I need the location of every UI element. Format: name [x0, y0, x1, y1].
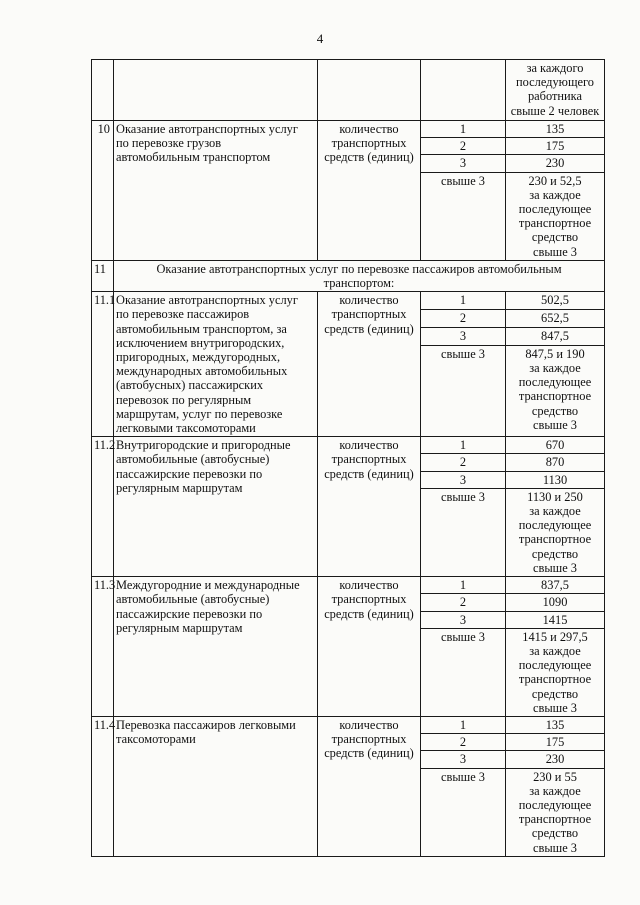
coefficient-cell: [506, 292, 605, 310]
indicator-value-cell: 1: [421, 292, 506, 310]
indicator-value-cell: 1: [421, 577, 506, 594]
coefficient-line: 847,5 и 190: [525, 346, 585, 361]
coefficient-cell: [506, 611, 605, 628]
coefficient-line: транспортное: [518, 812, 592, 827]
indicator-value-cell: 2: [421, 734, 506, 751]
coefficient-cell: [506, 471, 605, 488]
section-number-cell: 11: [92, 260, 114, 291]
coefficient-cell: [506, 734, 605, 751]
service-name-line: исключением внутригородских,: [116, 335, 285, 350]
continuation-name-cell: [114, 60, 318, 121]
indicator-line: количество: [339, 438, 399, 453]
indicator-cell: [318, 292, 421, 437]
table-row: [92, 577, 605, 594]
indicator-line: транспортных: [331, 136, 407, 151]
coefficient-line: последующего: [516, 75, 594, 90]
coefficient-line: 870: [545, 455, 565, 470]
coefficient-line: транспортное: [518, 672, 592, 687]
indicator-line: средств (единиц): [324, 150, 414, 165]
coefficient-line: 837,5: [541, 578, 569, 593]
coefficient-line: 502,5: [541, 293, 569, 308]
indicator-value-cell: 3: [421, 611, 506, 628]
section-title-line: Оказание автотранспортных услуг по перевозке пассажиров автомобильным: [156, 261, 562, 276]
indicator-line: транспортных: [331, 592, 407, 607]
indicator-value-cell: 3: [421, 327, 506, 345]
coefficient-cell: [506, 172, 605, 260]
coefficient-line: свыше 2 человек: [510, 103, 600, 118]
service-name-line: по перевозке пассажиров: [116, 307, 250, 322]
indicator-cell: [318, 716, 421, 856]
indicator-line: количество: [339, 293, 399, 308]
coefficient-line: 230: [545, 752, 565, 767]
indicator-cell: [318, 121, 421, 261]
section-title-line: транспортом:: [323, 276, 395, 291]
service-name-line: международных автомобильных: [116, 364, 288, 379]
indicator-value-cell: 2: [421, 138, 506, 155]
coefficient-line: за каждое: [529, 643, 581, 658]
coefficient-line: 1090: [542, 595, 568, 610]
coefficient-line: 670: [545, 438, 565, 453]
coefficient-cell: [506, 488, 605, 576]
service-name-line: автомобильным транспортом, за: [116, 321, 287, 336]
coefficient-line: 175: [545, 735, 565, 750]
coefficient-cell: [506, 121, 605, 138]
coefficient-line: последующее: [518, 518, 592, 533]
coefficient-line: средство: [531, 403, 579, 418]
indicator-value-cell: свыше 3: [421, 628, 506, 716]
coefficient-line: последующее: [518, 375, 592, 390]
coefficient-line: 135: [545, 122, 565, 136]
indicator-line: средств (единиц): [324, 466, 414, 481]
service-name-cell: [114, 292, 318, 437]
coefficient-line: 1130 и 250: [527, 489, 583, 504]
coefficient-line: свыше 3: [532, 700, 577, 715]
service-name-line: Оказание автотранспортных услуг: [116, 293, 298, 308]
coefficient-line: 652,5: [541, 311, 569, 326]
service-name-line: пассажирские перевозки по: [116, 606, 263, 621]
row-number-cell: 11.4: [92, 716, 114, 856]
table-row: [92, 121, 605, 138]
coefficient-line: свыше 3: [532, 417, 577, 432]
service-name-line: Междугородние и международные: [116, 578, 300, 593]
coefficient-line: последующее: [518, 658, 592, 673]
indicator-line: количество: [339, 717, 399, 732]
coefficient-line: свыше 3: [532, 244, 577, 259]
coefficient-cell: [506, 594, 605, 611]
coefficient-cell: [506, 138, 605, 155]
coefficient-cell: [506, 454, 605, 471]
service-name-cell: [114, 716, 318, 856]
indicator-value-cell: 3: [421, 155, 506, 172]
coefficient-cell: [506, 345, 605, 437]
service-name-line: легковыми таксомоторами: [116, 421, 256, 436]
coefficient-line: 1130: [542, 472, 568, 487]
continuation-indicator-cell: [318, 60, 421, 121]
indicator-value-cell: свыше 3: [421, 172, 506, 260]
page-number: 4: [316, 31, 324, 46]
continuation-row: [92, 60, 605, 121]
service-name-line: Оказание автотранспортных услуг: [116, 122, 298, 136]
indicator-value-cell: 3: [421, 751, 506, 768]
row-number-cell: 11.2: [92, 437, 114, 577]
indicator-value-cell: 1: [421, 716, 506, 733]
service-name-line: Перевозка пассажиров легковыми: [116, 717, 296, 732]
service-name-line: автомобильным транспортом: [116, 150, 271, 165]
coefficient-cell: [506, 716, 605, 733]
coefficient-line: средство: [531, 546, 579, 561]
coefficient-line: 230 и 55: [533, 769, 577, 784]
row-number-cell: 11.1: [92, 292, 114, 437]
coefficient-cell: [506, 327, 605, 345]
continuation-coefficient-cell: [506, 60, 605, 121]
coefficient-line: средство: [531, 826, 579, 841]
continuation-num-cell: [92, 60, 114, 121]
coefficient-line: за каждое: [529, 360, 581, 375]
table-row: [92, 716, 605, 733]
coefficient-line: за каждого: [526, 61, 584, 75]
coefficient-line: средство: [531, 686, 579, 701]
coefficient-cell: [506, 310, 605, 328]
indicator-line: количество: [339, 122, 399, 136]
coefficient-cell: [506, 437, 605, 454]
section-header-row: [92, 260, 605, 291]
service-name-line: автомобильные (автобусные): [116, 452, 270, 467]
coefficient-line: за каждое: [529, 783, 581, 798]
service-name-line: автомобильные (автобусные): [116, 592, 270, 607]
indicator-line: средств (единиц): [324, 606, 414, 621]
coefficient-line: последующее: [518, 202, 592, 217]
coefficient-line: свыше 3: [532, 560, 577, 575]
coefficient-line: свыше 3: [532, 840, 577, 855]
indicator-cell: [318, 437, 421, 577]
indicator-line: средств (единиц): [324, 321, 414, 336]
tariff-table: [91, 59, 605, 857]
indicator-value-cell: 2: [421, 594, 506, 611]
indicator-value-cell: 3: [421, 471, 506, 488]
section-title-cell: [114, 260, 605, 291]
row-number-cell: 11.3: [92, 577, 114, 717]
indicator-value-cell: свыше 3: [421, 768, 506, 856]
coefficient-cell: [506, 155, 605, 172]
coefficient-line: работника: [527, 89, 583, 104]
coefficient-line: 135: [545, 717, 565, 732]
coefficient-line: транспортное: [518, 532, 592, 547]
service-name-line: (автобусных) пассажирских: [116, 378, 264, 393]
service-name-line: перевозок по регулярным: [116, 392, 252, 407]
table-row: [92, 292, 605, 310]
indicator-line: транспортных: [331, 307, 407, 322]
service-name-line: таксомоторами: [116, 732, 196, 747]
coefficient-line: 1415 и 297,5: [522, 629, 588, 644]
indicator-line: транспортных: [331, 452, 407, 467]
coefficient-line: за каждое: [529, 187, 581, 202]
coefficient-line: 175: [545, 139, 565, 154]
indicator-value-cell: 1: [421, 121, 506, 138]
coefficient-cell: [506, 628, 605, 716]
service-name-cell: [114, 437, 318, 577]
coefficient-line: 230: [545, 156, 565, 171]
service-name-line: пригородных, междугородных,: [116, 350, 281, 365]
indicator-value-cell: 2: [421, 310, 506, 328]
coefficient-line: 1415: [542, 612, 568, 627]
coefficient-line: за каждое: [529, 504, 581, 519]
service-name-line: пассажирские перевозки по: [116, 466, 263, 481]
coefficient-cell: [506, 768, 605, 856]
indicator-value-cell: 2: [421, 454, 506, 471]
service-name-line: Внутригородские и пригородные: [116, 438, 291, 453]
row-number-cell: 10: [92, 121, 114, 261]
indicator-line: транспортных: [331, 732, 407, 747]
coefficient-line: 230 и 52,5: [528, 173, 582, 188]
coefficient-cell: [506, 751, 605, 768]
service-name-cell: [114, 121, 318, 261]
indicator-value-cell: свыше 3: [421, 345, 506, 437]
service-name-cell: [114, 577, 318, 717]
service-name-line: маршрутам, услуг по перевозке: [116, 406, 283, 421]
coefficient-line: транспортное: [518, 389, 592, 404]
coefficient-line: последующее: [518, 797, 592, 812]
service-name-line: по перевозке грузов: [116, 136, 222, 151]
tariff-table-body: [92, 60, 605, 857]
coefficient-line: 847,5: [541, 328, 569, 343]
coefficient-line: транспортное: [518, 216, 592, 231]
service-name-line: регулярным маршрутам: [116, 620, 243, 635]
coefficient-cell: [506, 577, 605, 594]
indicator-value-cell: 1: [421, 437, 506, 454]
table-row: [92, 437, 605, 454]
indicator-value-cell: свыше 3: [421, 488, 506, 576]
service-name-line: регулярным маршрутам: [116, 480, 243, 495]
coefficient-line: средство: [531, 230, 579, 245]
continuation-value-cell: [421, 60, 506, 121]
indicator-line: количество: [339, 578, 399, 593]
indicator-cell: [318, 577, 421, 717]
indicator-line: средств (единиц): [324, 746, 414, 761]
